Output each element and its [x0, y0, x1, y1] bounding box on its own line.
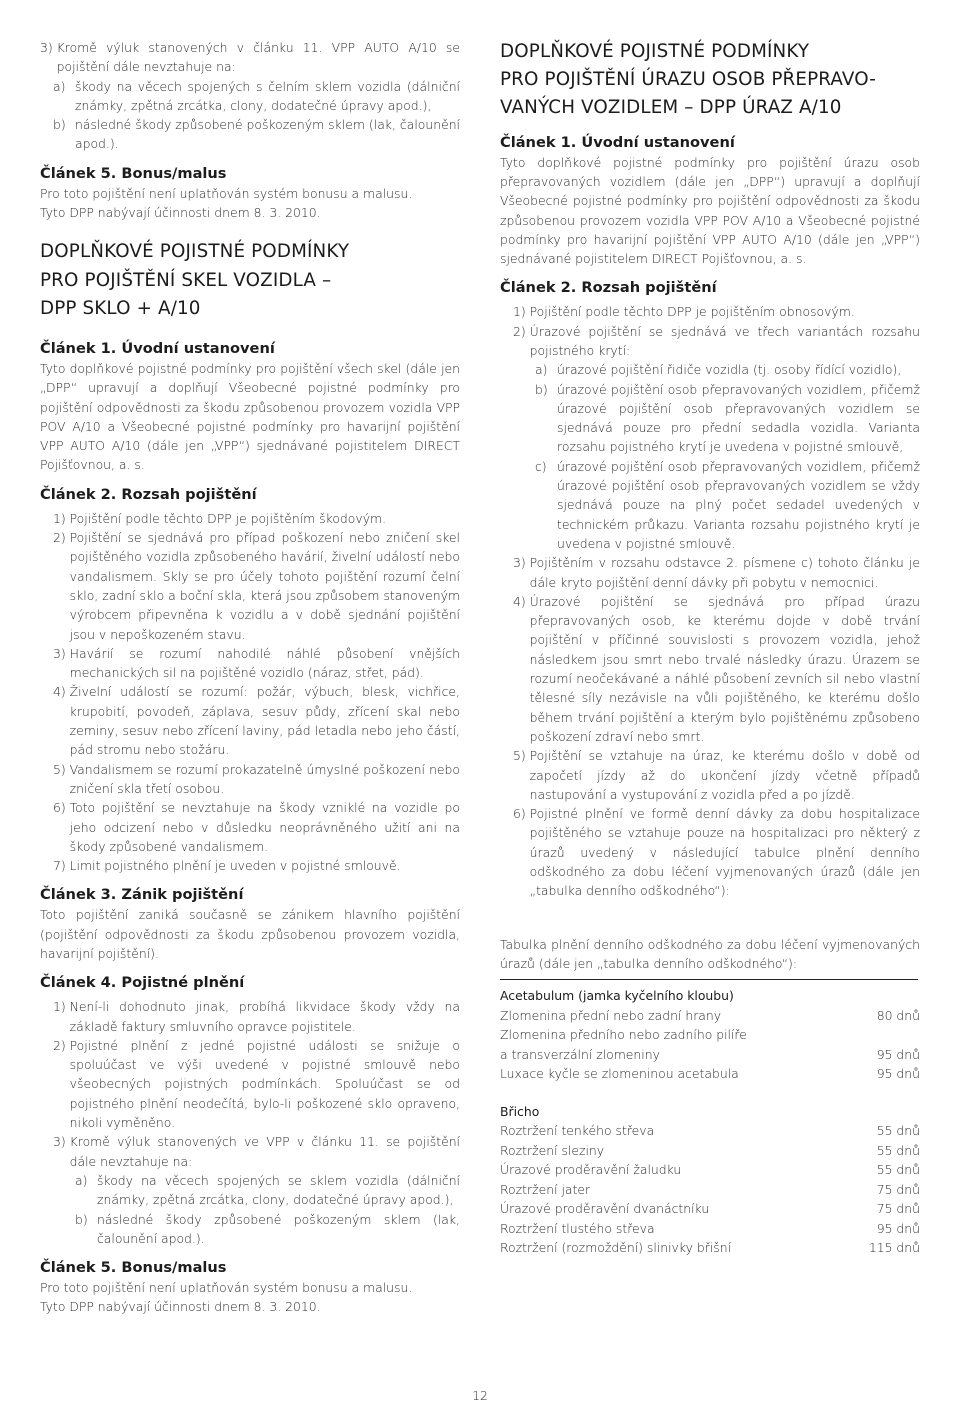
list-item: 3) Kromě výluk stanovených ve VPP v článku 11. se pojištění dále nevztahuje na: — [53, 1134, 460, 1169]
section-title-line: PRO POJIŠTĚNÍ ÚRAZU OSOB PŘEPRAVO- — [500, 69, 876, 91]
sub-list-text: následné škody způsobené poškozeným sklem (lak, čalounění apod.). — [75, 117, 460, 152]
list-item: 1) Pojištění podle těchto DPP je pojištěním obnosovým. — [513, 304, 855, 320]
paragraph: Tyto DPP nabývají účinnosti dnem 8. 3. 2010. — [40, 1299, 321, 1315]
table-top-rule — [500, 979, 918, 980]
list-item: 5) Vandalismem se rozumí prokazatelně úmyslné poškození nebo zničení skla třetí osobou. — [53, 761, 460, 796]
list-item: 6) Pojistné plnění ve formě denní dávky za dobu hospitalizace pojištěného se vztahuje pouze na hospitalizaci pro některý z úrazů uvedený v následující tabulce plnění denního odškodného za dobu léčení vyjmenovaných úrazů (dále jen „tabulka denního odškodného“): — [513, 806, 920, 899]
list-item: 4) Živelní událostí se rozumí: požár, výbuch, blesk, vichřice, krupobití, povodeň, záplava, sesuv půdy, zřícení skal nebo zeminy, sesuv nebo zřícení laviny, pád letadla nebo jeho částí, pád stromu nebo stožáru. — [53, 684, 460, 758]
list-item: 5) Pojištění se vztahuje na úraz, ke kterému došlo v době od započetí jízdy až do ukončení jízdy včetně případů nastupování a vystupování z vozidla před a po jízdě. — [513, 748, 920, 802]
article-heading: Článek 2. Rozsah pojištění — [500, 279, 717, 297]
section-title-line: PRO POJIŠTĚNÍ SKEL VOZIDLA – — [40, 269, 332, 291]
sub-list-item: a) škody na věcech spojených se sklem vozidla (dálniční známky, zpětná zrcátka, clony, dodatečné úpravy apod.), — [75, 1172, 460, 1208]
table-row: Luxace kyčle se zlomeninou acetabula 95 dnů — [500, 1066, 920, 1082]
table-row: Úrazové proděravění dvanáctníku 75 dnů — [500, 1201, 920, 1217]
list-item: 4) Úrazové pojištění se sjednává pro případ úrazu přepravovaných osob, ke kterému dojde v době trvání pojištění v příčinné souvislosti s provozem vozidla, jehož následkem jsou smrt nebo trvalé následky úrazu. Úrazem se rozumí neočekávané a náhlé působení zevních sil nebo vlastní tělesné síly nezávisle na vůli pojištěného, ke kterému došlo během trvání pojištění a kterým bylo pojištěnému způsobeno poškození zdraví nebo smrt. — [513, 593, 920, 744]
sub-list-item: a) úrazové pojištění řidiče vozidla (tj. osoby řídící vozidlo), — [535, 362, 902, 378]
sub-list-item — [40, 77, 460, 116]
table-row: Zlomenina přední nebo zadní hrany 80 dnů — [500, 1007, 920, 1023]
right-column — [500, 38, 920, 1258]
section-title-line: DOPLŇKOVÉ POJISTNÉ PODMÍNKY — [500, 41, 810, 62]
paragraph: Tyto doplňkové pojistné podmínky pro pojištění všech skel (dále jen „DPP“ upravují a doplňují Všeobecné pojistné podmínky pro pojištění odpovědnosti za škodu způsobenou provozem vozidla VPP POV A/10 a Všeobecné pojistné podmínky pro havarijní pojištění VPP AUTO A/10 (dále jen „VPP“) sjednávané pojistitelem DIRECT Pojišťovnou, a. s. — [40, 360, 460, 473]
list-number: 3) — [40, 40, 57, 55]
list-item: 1) Není-li dohodnuto jinak, probíhá likvidace škody vždy na základě faktury smluvního opravce pojistitele. — [53, 999, 460, 1034]
sub-list-letter: a) — [53, 78, 66, 94]
paragraph: Pro toto pojištění není uplatňován systém bonusu a malusu. — [40, 1280, 413, 1296]
sub-list-item: b) následné škody způsobené poškozeným sklem (lak, čalounění apod.). — [75, 1211, 460, 1246]
paragraph: Tyto doplňkové pojistné podmínky pro pojištění úrazu osob přepravovaných vozidlem (dále jen „DPP“) upravují a doplňují Všeobecné pojistné podmínky pro pojištění odpovědnosti za škodu způsobenou provozem vozidla VPP POV A/10 a Všeobecné pojistné podmínky pro havarijní pojištění VPP AUTO A/10 (dále jen „VPP“) sjednávané pojistitelem DIRECT Pojišťovnou, a. s. — [500, 154, 920, 267]
article-heading: Článek 5. Bonus/malus — [40, 164, 227, 182]
article-heading: Článek 5. Bonus/malus — [40, 1259, 227, 1277]
section-title-line: DOPLŇKOVÉ POJISTNÉ PODMÍNKY — [40, 241, 350, 263]
paragraph: Tyto DPP nabývají účinnosti dnem 8. 3. 2010. — [40, 205, 321, 221]
daily-compensation-table — [500, 935, 920, 1258]
table-caption: Tabulka plnění denního odškodného za dobu léčení vyjmenovaných úrazů (dále jen „tabulka denního odškodného“): — [500, 936, 920, 971]
table-row: Roztržení jater 75 dnů — [500, 1181, 920, 1197]
table-row: Roztržení sleziny 55 dnů — [500, 1142, 920, 1158]
table-row: Roztržení tenkého střeva 55 dnů — [500, 1123, 920, 1139]
list-item: 1) Pojištění podle těchto DPP je pojištěním škodovým. — [53, 510, 387, 526]
article-heading: Článek 1. Úvodní ustanovení — [500, 133, 735, 151]
sub-list-letter: b) — [53, 117, 66, 133]
article-heading: Článek 3. Zánik pojištění — [40, 886, 244, 904]
list-item: 2) Úrazové pojištění se sjednává ve třech variantách rozsahu pojistného krytí: — [513, 323, 920, 358]
left-column — [40, 38, 460, 1317]
list-item: 7) Limit pojistného plnění je uveden v pojistné smlouvě. — [53, 858, 401, 874]
table-row: a transverzální zlomeniny 95 dnů — [500, 1046, 920, 1062]
list-item: 3) Havárií se rozumí nahodilé náhlé působení vnějších mechanických sil na pojištěné vozidlo (náraz, střet, pád). — [53, 645, 460, 681]
list-item — [40, 38, 460, 77]
table-row: Roztržení tlustého střeva 95 dnů — [500, 1220, 920, 1236]
article-heading: Článek 2. Rozsah pojištění — [40, 485, 257, 503]
table-row: Úrazové proděravění žaludku 55 dnů — [500, 1162, 920, 1178]
sub-list-item — [40, 115, 460, 154]
section-title-line: VANÝCH VOZIDLEM – DPP ÚRAZ A/10 — [500, 97, 842, 119]
table-row: Zlomenina předního nebo zadního pilíře — [500, 1027, 747, 1043]
sub-list-text: škody na věcech spojených s čelním sklem vozidla (dálniční známky, zpětná zrcátka, clony, dodatečné úpravy apod.), — [75, 78, 460, 113]
list-item: 6) Toto pojištění se nevztahuje na škody vzniklé na vozidle po jeho odcizení nebo v důsledku neoprávněného užití ani na škody způsobené vandalismem. — [53, 800, 460, 854]
list-item: 2) Pojistné plnění z jedné pojistné události se snižuje o spoluúčast ve výši uvedené v pojistné smlouvě nebo všeobecných pojistných podmínkách. Spoluúčast se od pojistného plnění neodečítá, bylo-li poškozené sklo opraveno, nikoli vyměněno. — [53, 1037, 460, 1131]
list-item: 3) Pojištěním v rozsahu odstavce 2. písmene c) tohoto článku je dále kryto pojištění denní dávky při pobytu v nemocnici. — [513, 555, 920, 590]
page-number: 12 — [472, 1388, 488, 1403]
section-title-line: DPP SKLO + A/10 — [40, 297, 201, 319]
paragraph: Pro toto pojištění není uplatňován systém bonusu a malusu. — [40, 185, 413, 201]
sub-list-item: b) úrazové pojištění osob přepravovaných vozidlem, přičemž úrazové pojištění osob přepravovaných vozidlem se sjednává pouze pro přední sedadla vozidla. Varianta rozsahu pojistného krytí je uvedena v pojistné smlouvě, — [535, 381, 920, 455]
list-text: Kromě výluk stanovených v článku 11. VPP AUTO A/10 se pojištění dále nevztahuje na: — [56, 40, 460, 75]
table-row: Roztržení (rozmoždění) slinivky břišní 115 dnů — [500, 1240, 920, 1256]
table-group-title: Břicho — [500, 1103, 540, 1119]
table-group-title: Acetabulum (jamka kyčelního kloubu) — [500, 988, 734, 1004]
article-heading: Článek 1. Úvodní ustanovení — [40, 339, 275, 357]
sub-list-item: c) úrazové pojištění osob přepravovaných vozidlem, přičemž úrazové pojištění osob přepravovaných vozidlem se vždy sjednává pouze na plný počet sedadel uvedených v technickém průkazu. Varianta rozsahu pojistného krytí je uvedena v pojistné smlouvě. — [535, 458, 920, 551]
paragraph: Toto pojištění zaniká současně se zánikem hlavního pojištění (pojištění odpovědnosti za škodu způsobenou provozem vozidla, havarijní pojištění). — [40, 907, 460, 961]
article-heading: Článek 4. Pojistné plnění — [40, 974, 245, 992]
list-item: 2) Pojištění se sjednává pro případ poškození nebo zničení skel pojištěného vozidla způsobeného havárií, živelní událostí nebo vandalismem. Skly se pro účely tohoto pojištění rozumí čelní sklo, zadní sklo a boční skla, která jsou způsobem stanoveným výrobcem připevněna k vozidlu a v době sjednání pojištění jsou v nepoškozeném stavu. — [53, 530, 460, 642]
